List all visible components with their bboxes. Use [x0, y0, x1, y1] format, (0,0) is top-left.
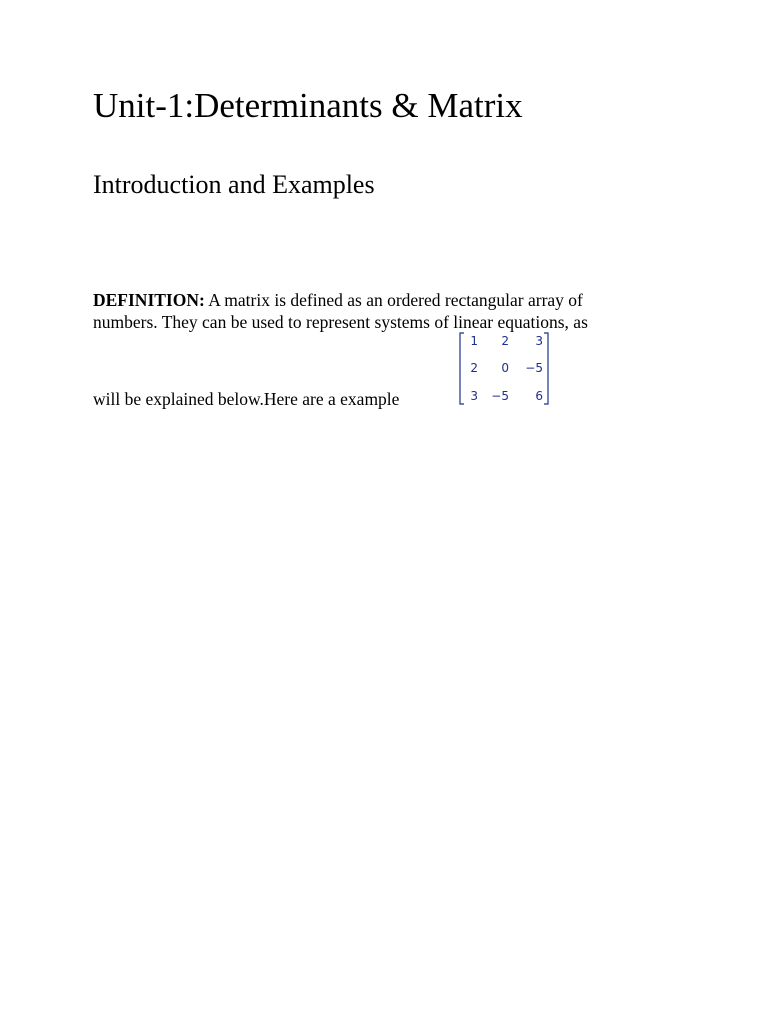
definition-text-1: A matrix is defined as an ordered rectangular array of [204, 290, 583, 310]
matrix-cell-r3c2: −5 [491, 389, 509, 403]
matrix-cell-r2c1: 2 [470, 361, 478, 375]
matrix-cell-r2c2: 0 [501, 361, 509, 375]
example-matrix [458, 332, 550, 405]
matrix-cell-r3c1: 3 [470, 389, 478, 403]
matrix-cell-r2c3: −5 [525, 361, 543, 375]
definition-label: DEFINITION: [93, 290, 205, 310]
page-title: Unit-1:Determinants & Matrix [93, 86, 523, 125]
definition-line-3: will be explained below.Here are a example [93, 389, 400, 409]
section-title: Introduction and Examples [93, 170, 375, 199]
definition-line-1 [93, 290, 583, 311]
definition-line-2: numbers. They can be used to represent systems of linear equations, as [93, 312, 588, 332]
matrix-cell-r1c3: 3 [535, 334, 543, 348]
matrix-cell-r3c3: 6 [535, 389, 543, 403]
right-bracket [544, 333, 548, 404]
matrix-cell-r1c2: 2 [501, 334, 509, 348]
matrix-cell-r1c1: 1 [470, 334, 478, 348]
